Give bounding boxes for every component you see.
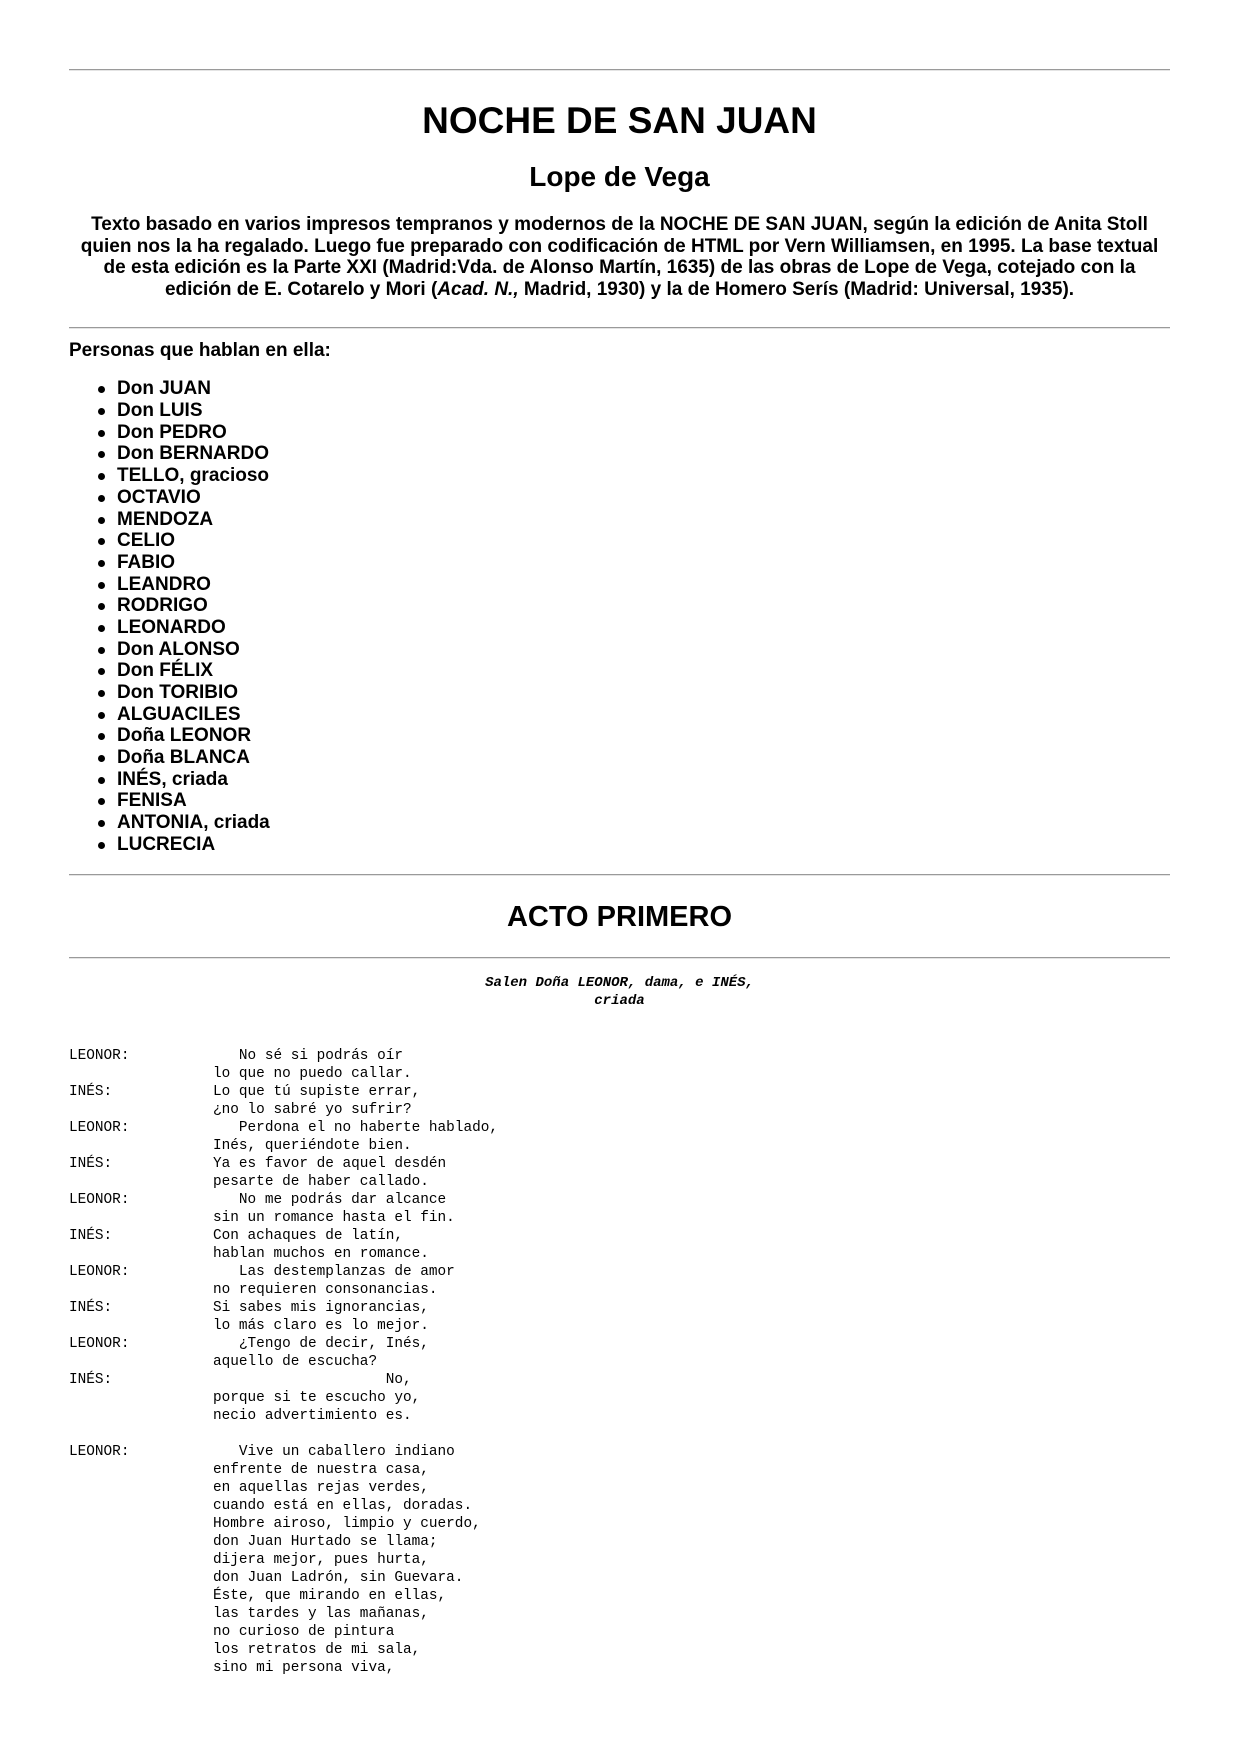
verse-text: No,: [213, 1371, 412, 1388]
verse-line: [69, 1641, 1170, 1659]
speaker-name: INÉS:: [69, 1227, 113, 1244]
verse-line: [69, 1443, 1170, 1461]
verse-line: [69, 1119, 1170, 1137]
bullet-icon: [98, 538, 105, 545]
speaker-name: LEONOR:: [69, 1191, 130, 1208]
verse-line: [69, 1497, 1170, 1515]
verse-line: [69, 1281, 1170, 1299]
verse-line: [69, 1209, 1170, 1227]
verse-text: cuando está en ellas, doradas.: [213, 1497, 473, 1514]
verse-line: [69, 1083, 1170, 1101]
bullet-icon: [98, 755, 105, 762]
cast-member: [69, 595, 1170, 617]
bullet-icon: [98, 451, 105, 458]
intro-text-start: Texto basado en varios impresos tempranos y modernos de la NOCHE DE SAN JUAN, según la edición de Anita Stoll quien nos la ha regalado. Luego fue preparado con codificación de HTML por Vern Williamsen, en 1995. La base textual de esta edición es la Parte XXI (Madrid:Vda. de Alonso Martín, 1635) de las obras de Lope de Vega, cotejado con la edición de E. Cotarelo y Mori (: [80, 214, 1159, 300]
verse-text: Lo que tú supiste errar,: [213, 1083, 421, 1100]
verse-text: No me podrás dar alcance: [213, 1191, 447, 1208]
cast-member: [69, 574, 1170, 596]
verse-text: ¿Tengo de decir, Inés,: [213, 1335, 429, 1352]
verse-text: sin un romance hasta el fin.: [213, 1209, 455, 1226]
verse-text: pesarte de haber callado.: [213, 1173, 429, 1190]
cast-member: [69, 704, 1170, 726]
verse-text: Ya es favor de aquel desdén: [213, 1155, 447, 1172]
cast-member-name: LEONARDO: [117, 616, 226, 638]
verse-line: [69, 1371, 1170, 1389]
cast-member-name: Doña BLANCA: [117, 747, 250, 769]
verse-text: dijera mejor, pues hurta,: [213, 1551, 429, 1568]
verse-text: porque si te escucho yo,: [213, 1389, 421, 1406]
speaker-name: INÉS:: [69, 1083, 113, 1100]
act-title: ACTO PRIMERO: [506, 900, 733, 933]
cast-member-name: LUCRECIA: [117, 833, 216, 855]
verse-text: Hombre airoso, limpio y cuerdo,: [213, 1515, 481, 1532]
bullet-icon: [98, 690, 105, 697]
verse-text: en aquellas rejas verdes,: [213, 1479, 429, 1496]
verse-line: [69, 1245, 1170, 1263]
bullet-icon: [98, 473, 105, 480]
cast-member: [69, 552, 1170, 574]
verse-text: Perdona el no haberte hablado,: [213, 1119, 498, 1136]
verse-text: los retratos de mi sala,: [213, 1641, 421, 1658]
verse-line: [69, 1317, 1170, 1335]
play-title: NOCHE DE SAN JUAN: [422, 100, 817, 141]
verse-text: lo que no puedo callar.: [213, 1065, 412, 1082]
bullet-icon: [98, 668, 105, 675]
bullet-icon: [98, 733, 105, 740]
verse-text: necio advertimiento es.: [213, 1407, 412, 1424]
verse-line: [69, 1515, 1170, 1533]
cast-member-name: RODRIGO: [117, 595, 208, 617]
verse-dialogue: [69, 1047, 1170, 1677]
bullet-icon: [98, 408, 105, 415]
verse-line: [69, 1191, 1170, 1209]
cast-member: [69, 509, 1170, 531]
cast-member: [69, 378, 1170, 400]
bullet-icon: [98, 712, 105, 719]
verse-line: [69, 1623, 1170, 1641]
cast-member: [69, 834, 1170, 856]
bullet-icon: [98, 842, 105, 849]
bullet-icon: [98, 625, 105, 632]
bullet-icon: [98, 430, 105, 437]
verse-text: las tardes y las mañanas,: [213, 1605, 429, 1622]
verse-line: [69, 1425, 1170, 1443]
cast-member: [69, 487, 1170, 509]
bullet-icon: [98, 560, 105, 567]
cast-member: [69, 747, 1170, 769]
verse-text: No sé si podrás oír: [213, 1047, 403, 1064]
bullet-icon: [98, 603, 105, 610]
verse-text: Vive un caballero indiano: [213, 1443, 455, 1460]
verse-text: Si sabes mis ignorancias,: [213, 1299, 429, 1316]
stage-direction-line: Salen Doña LEONOR, dama, e INÉS,: [485, 974, 754, 991]
cast-member-name: TELLO, gracioso: [117, 465, 270, 487]
speaker-name: INÉS:: [69, 1299, 113, 1316]
speaker-name: INÉS:: [69, 1371, 113, 1388]
verse-line: [69, 1659, 1170, 1677]
cast-list: [69, 378, 1170, 855]
verse-line: [69, 1335, 1170, 1353]
cast-member-name: Doña LEONOR: [117, 725, 252, 747]
intro-text-end: Madrid, 1930) y la de Homero Serís (Madrid: Universal, 1935).: [518, 278, 1075, 300]
cast-member: [69, 400, 1170, 422]
verse-line: [69, 1569, 1170, 1587]
cast-member-name: ANTONIA, criada: [117, 812, 270, 834]
verse-line: [69, 1155, 1170, 1173]
cast-member-name: ALGUACILES: [117, 703, 241, 725]
verse-text: Éste, que mirando en ellas,: [213, 1587, 447, 1604]
cast-member-name: Don LUIS: [117, 400, 203, 422]
cast-member: [69, 660, 1170, 682]
verse-text: don Juan Hurtado se llama;: [213, 1533, 438, 1550]
cast-member: [69, 465, 1170, 487]
cast-heading: Personas que hablan en ella:: [69, 340, 331, 362]
verse-line: [69, 1551, 1170, 1569]
cast-member: [69, 422, 1170, 444]
verse-line: [69, 1227, 1170, 1245]
cast-member-name: FENISA: [117, 790, 187, 812]
verse-line: [69, 1407, 1170, 1425]
document-page: [69, 0, 1170, 1677]
speaker-name: LEONOR:: [69, 1443, 130, 1460]
verse-text: Con achaques de latín,: [213, 1227, 403, 1244]
cast-member-name: CELIO: [117, 530, 176, 552]
stage-direction: [69, 974, 1170, 1010]
verse-line: [69, 1065, 1170, 1083]
cast-member: [69, 769, 1170, 791]
cast-member: [69, 725, 1170, 747]
speaker-name: LEONOR:: [69, 1047, 130, 1064]
verse-line: [69, 1389, 1170, 1407]
speaker-name: LEONOR:: [69, 1119, 130, 1136]
verse-text: lo más claro es lo mejor.: [213, 1317, 429, 1334]
cast-member: [69, 812, 1170, 834]
cast-member: [69, 617, 1170, 639]
bullet-icon: [98, 820, 105, 827]
cast-member: [69, 639, 1170, 661]
verse-line: [69, 1605, 1170, 1623]
verse-line: [69, 1047, 1170, 1065]
bullet-icon: [98, 495, 105, 502]
verse-text: Las destemplanzas de amor: [213, 1263, 455, 1280]
verse-text: sino mi persona viva,: [213, 1659, 395, 1676]
verse-line: [69, 1137, 1170, 1155]
bullet-icon: [98, 798, 105, 805]
author-name: Lope de Vega: [529, 161, 710, 192]
cast-member: [69, 530, 1170, 552]
cast-member-name: MENDOZA: [117, 508, 214, 530]
stage-direction-line: criada: [594, 992, 645, 1009]
speaker-name: LEONOR:: [69, 1335, 130, 1352]
cast-member-name: Don JUAN: [117, 378, 211, 400]
cast-member-name: OCTAVIO: [117, 486, 201, 508]
verse-text: ¿no lo sabré yo sufrir?: [213, 1101, 412, 1118]
cast-member-name: FABIO: [117, 551, 176, 573]
verse-line: [69, 1461, 1170, 1479]
cast-member-name: LEANDRO: [117, 573, 211, 595]
verse-line: [69, 1479, 1170, 1497]
bullet-icon: [98, 582, 105, 589]
cast-member-name: Don BERNARDO: [117, 443, 269, 465]
bullet-icon: [98, 777, 105, 784]
cast-member: [69, 790, 1170, 812]
bullet-icon: [98, 647, 105, 654]
cast-member: [69, 682, 1170, 704]
verse-line: [69, 1101, 1170, 1119]
cast-member-name: INÉS, criada: [117, 768, 228, 790]
verse-text: aquello de escucha?: [213, 1353, 378, 1370]
verse-line: [69, 1587, 1170, 1605]
cast-member-name: Don ALONSO: [117, 638, 240, 660]
cast-member-name: Don PEDRO: [117, 421, 227, 443]
verse-text: don Juan Ladrón, sin Guevara.: [213, 1569, 464, 1586]
verse-text: enfrente de nuestra casa,: [213, 1461, 429, 1478]
speaker-name: LEONOR:: [69, 1263, 130, 1280]
bullet-icon: [98, 386, 105, 393]
cast-member-name: Don FÉLIX: [117, 660, 214, 682]
verse-text: Inés, queriéndote bien.: [213, 1137, 412, 1154]
cast-member-name: Don TORIBIO: [117, 682, 239, 703]
verse-line: [69, 1173, 1170, 1191]
cast-member: [69, 443, 1170, 465]
verse-line: [69, 1533, 1170, 1551]
bullet-icon: [98, 517, 105, 524]
verse-text: no curioso de pintura: [213, 1623, 395, 1640]
intro-paragraph: [69, 214, 1170, 300]
speaker-name: INÉS:: [69, 1155, 113, 1172]
verse-text: hablan muchos en romance.: [213, 1245, 429, 1262]
verse-line: [69, 1353, 1170, 1371]
verse-text: no requieren consonancias.: [213, 1281, 438, 1298]
verse-line: [69, 1299, 1170, 1317]
verse-line: [69, 1263, 1170, 1281]
intro-italic-citation: Acad. N.,: [437, 278, 519, 300]
